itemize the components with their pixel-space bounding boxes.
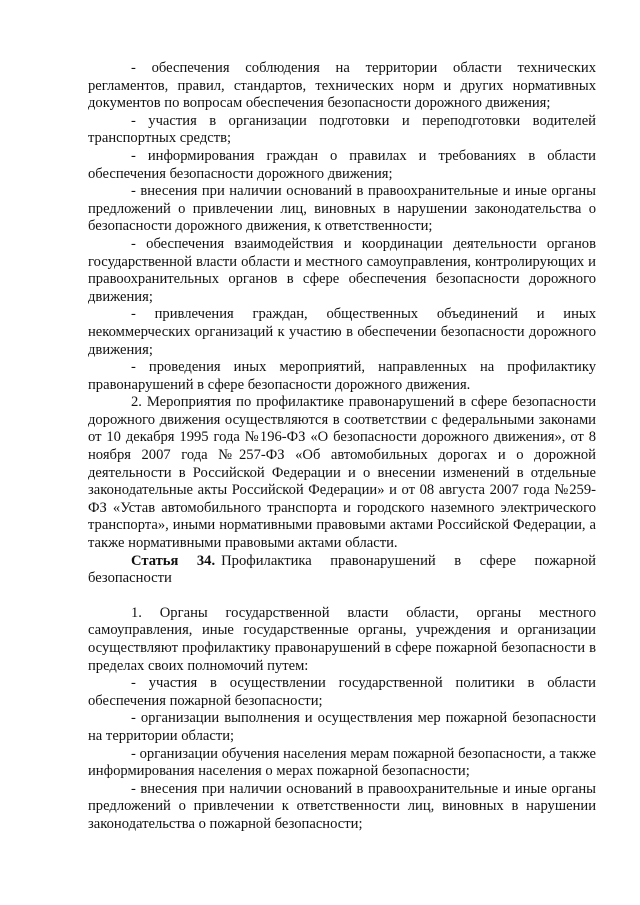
paragraph: - проведения иных мероприятий, направленных на профилактику правонарушений в сфере безопасности дорожного движения. [88, 359, 596, 393]
paragraph: - обеспечения взаимодействия и координации деятельности органов государственной власти области и местного самоуправления, контролирующих и правоохранительных органов в сфере обеспечения безопасности дорожного движения; [88, 235, 596, 305]
paragraph: - обеспечения соблюдения на территории области технических регламентов, правил, стандартов, технических норм и других нормативных документов по вопросам обеспечения безопасности дорожного движения; [88, 60, 596, 112]
paragraph: 1. Органы государственной власти области, органы местного самоуправления, иные государственные органы, учреждения и организации осуществляют профилактику правонарушений в сфере пожарной безопасности в пределах своих полномочий путем: [88, 604, 596, 674]
paragraph: - привлечения граждан, общественных объединений и иных некоммерческих организаций к участию в обеспечении безопасности дорожного движения; [88, 306, 596, 358]
paragraph: - внесения при наличии оснований в правоохранительные и иные органы предложений о привлечении лиц, виновных в нарушении законодательства о безопасности дорожного движения, к ответственности; [88, 183, 596, 235]
paragraph: - внесения при наличии оснований в правоохранительные и иные органы предложений о привлечении к ответственности лиц, виновных в нарушении законодательства о пожарной безопасности; [88, 780, 596, 832]
paragraph: 2. Мероприятия по профилактике правонарушений в сфере безопасности дорожного движения осуществляются в соответствии с федеральными законами от 10 декабря 1995 года №196-ФЗ «О безопасности дорожного движения», от 8 ноября 2007 года №257-ФЗ «Об автомобильных дорогах и о дорожной деятельности в Российской Федерации и о внесении изменений в отдельные законодательные акты Российской Федерации» и от 08 августа 2007 года №259-ФЗ «Устав автомобильного транспорта и городского наземного электрического транспорта», иными нормативными правовыми актами Российской Федерации, а также нормативными правовыми актами области. [88, 394, 596, 552]
paragraph: - организации обучения населения мерам пожарной безопасности, а также информирования населения о мерах пожарной безопасности; [88, 745, 596, 780]
paragraph: - организации выполнения и осуществления мер пожарной безопасности на территории области; [88, 710, 596, 744]
paragraph: - участия в осуществлении государственной политики в области обеспечения пожарной безопасности; [88, 675, 596, 709]
paragraph: - информирования граждан о правилах и требованиях в области обеспечения безопасности дорожного движения; [88, 147, 596, 182]
article-label: Статья 34. [131, 552, 216, 569]
article-heading [88, 553, 596, 588]
article-title: Профилактика правонарушений в сфере пожарной безопасности [88, 552, 596, 587]
paragraph: - участия в организации подготовки и переподготовки водителей транспортных средств; [88, 112, 596, 147]
document-page [88, 60, 596, 834]
spacer [88, 588, 596, 605]
